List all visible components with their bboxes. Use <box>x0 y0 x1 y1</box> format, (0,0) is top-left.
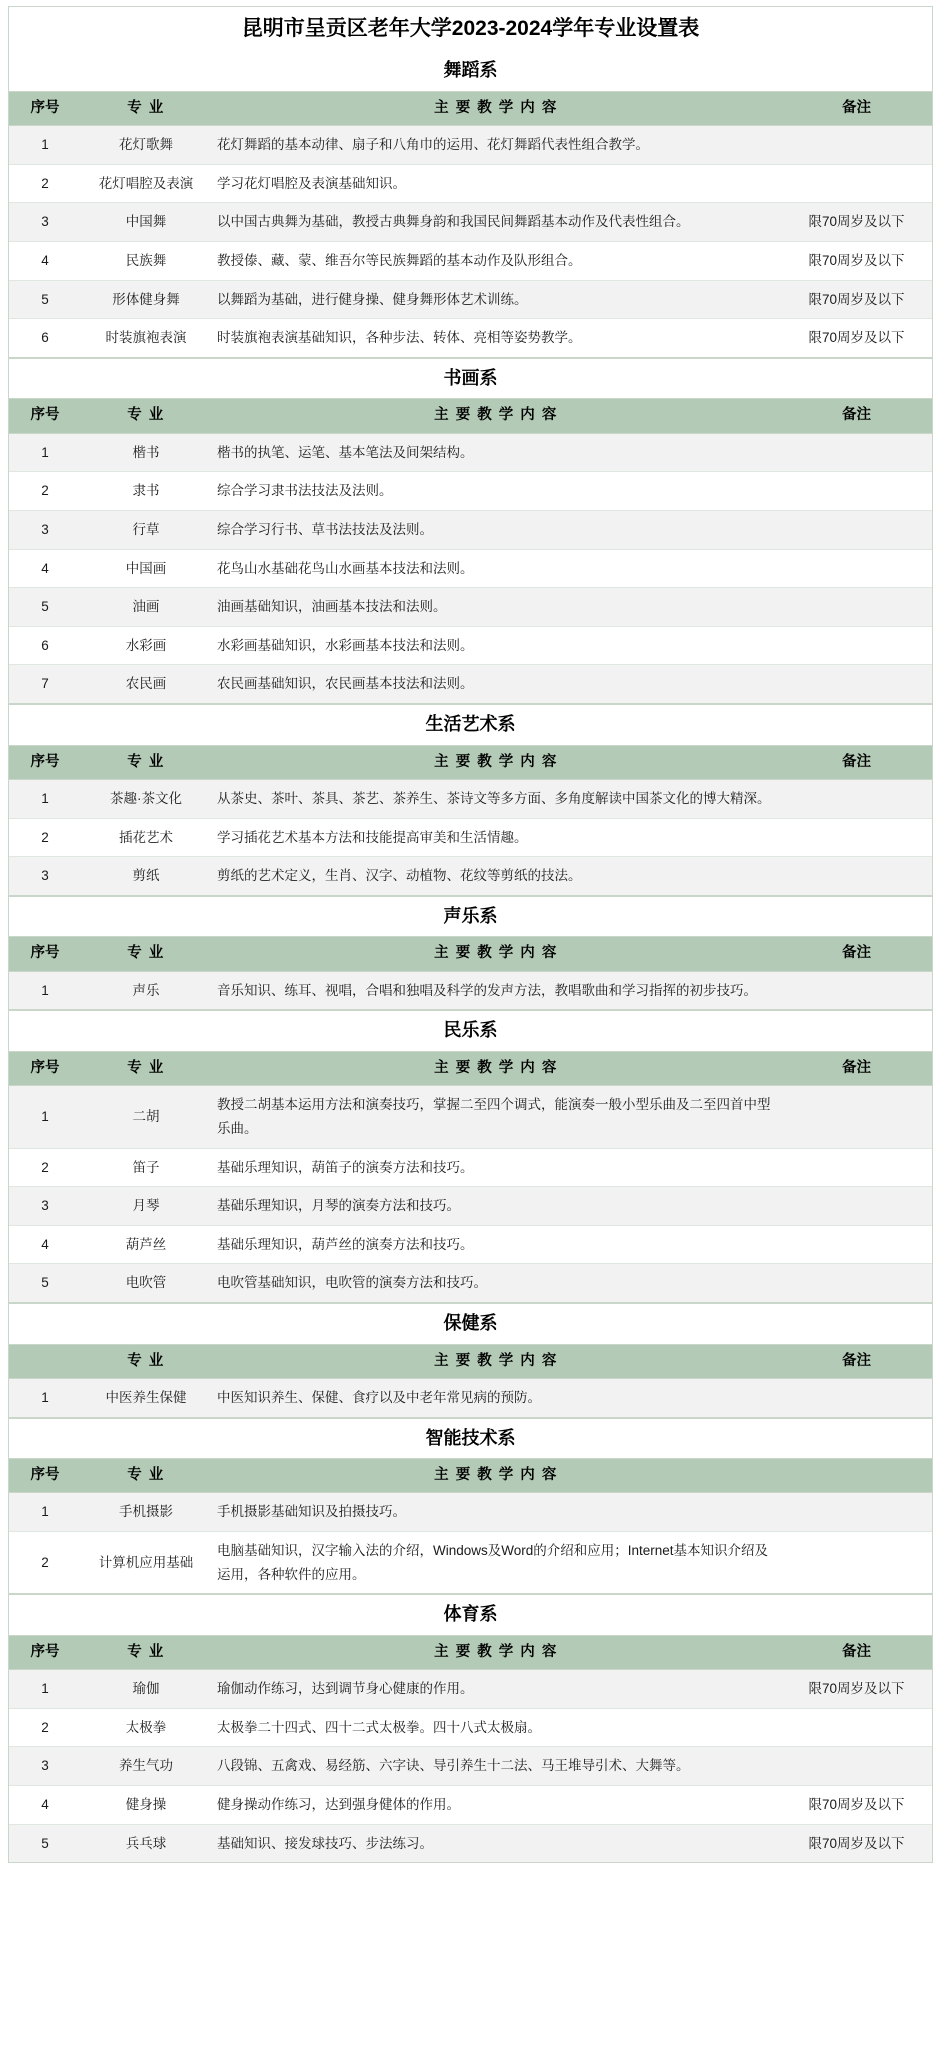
column-header-no: 序号 <box>9 399 81 433</box>
cell-remark <box>781 1086 932 1148</box>
cell-no: 7 <box>9 665 81 704</box>
cell-major: 插花艺术 <box>81 818 211 857</box>
cell-remark: 限70周岁及以下 <box>781 241 932 280</box>
cell-content: 瑜伽动作练习，达到调节身心健康的作用。 <box>211 1670 781 1709</box>
cell-no: 4 <box>9 549 81 588</box>
column-header-remark: 备注 <box>781 92 932 126</box>
column-header-content: 主 要 教 学 内 容 <box>211 1459 781 1493</box>
column-header-remark: 备注 <box>781 399 932 433</box>
cell-remark <box>781 1378 932 1417</box>
cell-no: 5 <box>9 280 81 319</box>
table-row <box>9 1824 932 1863</box>
cell-major: 时装旗袍表演 <box>81 319 211 358</box>
cell-content: 健身操动作练习，达到强身健体的作用。 <box>211 1786 781 1825</box>
table-header-row <box>9 1052 932 1086</box>
cell-remark <box>781 1148 932 1187</box>
cell-no: 5 <box>9 588 81 627</box>
cell-remark: 限70周岁及以下 <box>781 1786 932 1825</box>
department-title: 保健系 <box>9 1303 932 1345</box>
column-header-no: 序号 <box>9 937 81 971</box>
column-header-content: 主 要 教 学 内 容 <box>211 1345 781 1379</box>
cell-content: 综合学习行书、草书法技法及法则。 <box>211 510 781 549</box>
column-header-content: 主 要 教 学 内 容 <box>211 399 781 433</box>
column-header-remark: 备注 <box>781 937 932 971</box>
cell-major: 电吹管 <box>81 1264 211 1303</box>
cell-major: 茶趣·茶文化 <box>81 779 211 818</box>
departments-container <box>9 51 932 1863</box>
cell-remark <box>781 818 932 857</box>
department-table <box>9 1459 932 1594</box>
cell-content: 基础乐理知识，月琴的演奏方法和技巧。 <box>211 1187 781 1226</box>
table-row <box>9 1086 932 1148</box>
cell-no: 4 <box>9 241 81 280</box>
table-header-row <box>9 746 932 780</box>
table-row <box>9 857 932 896</box>
department-title: 舞蹈系 <box>9 51 932 92</box>
department-title: 民乐系 <box>9 1010 932 1052</box>
department-table <box>9 1052 932 1303</box>
cell-remark <box>781 1532 932 1594</box>
cell-no: 6 <box>9 319 81 358</box>
department-table <box>9 92 932 358</box>
cell-major: 月琴 <box>81 1187 211 1226</box>
cell-content: 中医知识养生、保健、食疗以及中老年常见病的预防。 <box>211 1378 781 1417</box>
table-row <box>9 626 932 665</box>
cell-no: 2 <box>9 1708 81 1747</box>
cell-no: 1 <box>9 1378 81 1417</box>
cell-no: 3 <box>9 510 81 549</box>
table-row <box>9 280 932 319</box>
cell-no: 1 <box>9 971 81 1010</box>
column-header-content: 主 要 教 学 内 容 <box>211 1052 781 1086</box>
cell-remark: 限70周岁及以下 <box>781 280 932 319</box>
department-title: 体育系 <box>9 1594 932 1636</box>
column-header-content: 主 要 教 学 内 容 <box>211 1636 781 1670</box>
cell-remark: 限70周岁及以下 <box>781 319 932 358</box>
cell-remark: 限70周岁及以下 <box>781 1670 932 1709</box>
department-table <box>9 1345 932 1418</box>
cell-no: 1 <box>9 433 81 472</box>
cell-major: 中医养生保健 <box>81 1378 211 1417</box>
column-header-no: 序号 <box>9 1636 81 1670</box>
cell-major: 手机摄影 <box>81 1493 211 1532</box>
cell-no: 2 <box>9 164 81 203</box>
column-header-remark: 备注 <box>781 1636 932 1670</box>
cell-content: 水彩画基础知识，水彩画基本技法和法则。 <box>211 626 781 665</box>
column-header-content: 主 要 教 学 内 容 <box>211 92 781 126</box>
cell-no: 2 <box>9 472 81 511</box>
table-row <box>9 1378 932 1417</box>
cell-content: 学习花灯唱腔及表演基础知识。 <box>211 164 781 203</box>
cell-content: 综合学习隶书法技法及法则。 <box>211 472 781 511</box>
cell-content: 教授二胡基本运用方法和演奏技巧，掌握二至四个调式，能演奏一般小型乐曲及二至四首中型乐曲。 <box>211 1086 781 1148</box>
cell-remark <box>781 1747 932 1786</box>
table-row <box>9 1786 932 1825</box>
cell-remark <box>781 971 932 1010</box>
table-header-row <box>9 1345 932 1379</box>
column-header-major: 专 业 <box>81 746 211 780</box>
column-header-major: 专 业 <box>81 1345 211 1379</box>
professional-settings-sheet <box>8 6 933 1863</box>
table-header-row <box>9 92 932 126</box>
cell-content: 以舞蹈为基础，进行健身操、健身舞形体艺术训练。 <box>211 280 781 319</box>
department-title: 声乐系 <box>9 896 932 938</box>
table-row <box>9 818 932 857</box>
table-row <box>9 510 932 549</box>
table-row <box>9 1708 932 1747</box>
table-header-row <box>9 1636 932 1670</box>
department-title: 生活艺术系 <box>9 704 932 746</box>
cell-remark: 限70周岁及以下 <box>781 203 932 242</box>
cell-content: 楷书的执笔、运笔、基本笔法及间架结构。 <box>211 433 781 472</box>
cell-no: 4 <box>9 1225 81 1264</box>
cell-major: 花灯唱腔及表演 <box>81 164 211 203</box>
cell-no: 6 <box>9 626 81 665</box>
cell-remark <box>781 1708 932 1747</box>
cell-content: 油画基础知识，油画基本技法和法则。 <box>211 588 781 627</box>
cell-content: 从茶史、茶叶、茶具、茶艺、茶养生、茶诗文等多方面、多角度解读中国茶文化的博大精深。 <box>211 779 781 818</box>
cell-major: 农民画 <box>81 665 211 704</box>
cell-major: 剪纸 <box>81 857 211 896</box>
cell-no: 2 <box>9 1148 81 1187</box>
table-row <box>9 1493 932 1532</box>
cell-major: 形体健身舞 <box>81 280 211 319</box>
cell-content: 花灯舞蹈的基本动律、扇子和八角巾的运用、花灯舞蹈代表性组合教学。 <box>211 126 781 165</box>
cell-content: 以中国古典舞为基础，教授古典舞身韵和我国民间舞蹈基本动作及代表性组合。 <box>211 203 781 242</box>
cell-major: 瑜伽 <box>81 1670 211 1709</box>
cell-major: 中国舞 <box>81 203 211 242</box>
table-row <box>9 588 932 627</box>
cell-content: 教授傣、藏、蒙、维吾尔等民族舞蹈的基本动作及队形组合。 <box>211 241 781 280</box>
cell-content: 农民画基础知识，农民画基本技法和法则。 <box>211 665 781 704</box>
cell-content: 太极拳二十四式、四十二式太极拳。四十八式太极扇。 <box>211 1708 781 1747</box>
cell-no: 4 <box>9 1786 81 1825</box>
cell-content: 音乐知识、练耳、视唱，合唱和独唱及科学的发声方法，教唱歌曲和学习指挥的初步技巧。 <box>211 971 781 1010</box>
cell-no: 1 <box>9 126 81 165</box>
column-header-remark: 备注 <box>781 1052 932 1086</box>
cell-content: 花鸟山水基础花鸟山水画基本技法和法则。 <box>211 549 781 588</box>
cell-content: 手机摄影基础知识及拍摄技巧。 <box>211 1493 781 1532</box>
cell-remark <box>781 433 932 472</box>
cell-remark: 限70周岁及以下 <box>781 1824 932 1863</box>
department-table <box>9 937 932 1010</box>
column-header-content: 主 要 教 学 内 容 <box>211 937 781 971</box>
cell-content: 电脑基础知识，汉字输入法的介绍，Windows及Word的介绍和应用；Internet基本知识介绍及运用，各种软件的应用。 <box>211 1532 781 1594</box>
cell-major: 太极拳 <box>81 1708 211 1747</box>
department-title: 智能技术系 <box>9 1418 932 1460</box>
table-row <box>9 1148 932 1187</box>
cell-major: 楷书 <box>81 433 211 472</box>
cell-remark <box>781 665 932 704</box>
column-header-remark: 备注 <box>781 746 932 780</box>
table-row <box>9 319 932 358</box>
table-row <box>9 1670 932 1709</box>
cell-no: 3 <box>9 857 81 896</box>
column-header-major: 专 业 <box>81 1459 211 1493</box>
table-row <box>9 779 932 818</box>
column-header-blank <box>781 1459 932 1493</box>
column-header-remark: 备注 <box>781 1345 932 1379</box>
cell-no: 5 <box>9 1824 81 1863</box>
department-table <box>9 746 932 896</box>
table-header-row <box>9 937 932 971</box>
cell-no: 1 <box>9 1086 81 1148</box>
cell-major: 花灯歌舞 <box>81 126 211 165</box>
cell-content: 基础乐理知识，葫笛子的演奏方法和技巧。 <box>211 1148 781 1187</box>
cell-content: 学习插花艺术基本方法和技能提高审美和生活情趣。 <box>211 818 781 857</box>
table-row <box>9 164 932 203</box>
column-header-no: 序号 <box>9 1459 81 1493</box>
table-row <box>9 971 932 1010</box>
cell-remark <box>781 472 932 511</box>
cell-major: 葫芦丝 <box>81 1225 211 1264</box>
table-row <box>9 126 932 165</box>
table-header-row <box>9 1459 932 1493</box>
cell-major: 声乐 <box>81 971 211 1010</box>
table-row <box>9 1225 932 1264</box>
table-row <box>9 1747 932 1786</box>
cell-remark <box>781 1225 932 1264</box>
column-header-major: 专 业 <box>81 937 211 971</box>
table-row <box>9 241 932 280</box>
cell-major: 民族舞 <box>81 241 211 280</box>
department-table <box>9 399 932 704</box>
cell-no: 3 <box>9 1187 81 1226</box>
cell-remark <box>781 779 932 818</box>
cell-content: 电吹管基础知识，电吹管的演奏方法和技巧。 <box>211 1264 781 1303</box>
cell-major: 中国画 <box>81 549 211 588</box>
column-header-no: 序号 <box>9 746 81 780</box>
cell-no: 3 <box>9 203 81 242</box>
cell-remark <box>781 626 932 665</box>
cell-no: 2 <box>9 1532 81 1594</box>
table-row <box>9 433 932 472</box>
cell-content: 剪纸的艺术定义，生肖、汉字、动植物、花纹等剪纸的技法。 <box>211 857 781 896</box>
cell-no: 2 <box>9 818 81 857</box>
cell-remark <box>781 1493 932 1532</box>
column-header-no: 序号 <box>9 92 81 126</box>
column-header-major: 专 业 <box>81 92 211 126</box>
cell-major: 兵乓球 <box>81 1824 211 1863</box>
cell-remark <box>781 857 932 896</box>
table-row <box>9 1532 932 1594</box>
cell-no: 3 <box>9 1747 81 1786</box>
table-row <box>9 549 932 588</box>
column-header-content: 主 要 教 学 内 容 <box>211 746 781 780</box>
column-header-major: 专 业 <box>81 1052 211 1086</box>
cell-major: 二胡 <box>81 1086 211 1148</box>
cell-remark <box>781 126 932 165</box>
cell-major: 油画 <box>81 588 211 627</box>
table-header-row <box>9 399 932 433</box>
column-header-major: 专 业 <box>81 1636 211 1670</box>
table-row <box>9 665 932 704</box>
table-row <box>9 472 932 511</box>
cell-remark <box>781 510 932 549</box>
cell-remark <box>781 164 932 203</box>
column-header-major: 专 业 <box>81 399 211 433</box>
cell-remark <box>781 1187 932 1226</box>
cell-content: 时装旗袍表演基础知识，各种步法、转体、亮相等姿势教学。 <box>211 319 781 358</box>
cell-major: 计算机应用基础 <box>81 1532 211 1594</box>
cell-no: 5 <box>9 1264 81 1303</box>
table-row <box>9 1187 932 1226</box>
cell-content: 基础知识、接发球技巧、步法练习。 <box>211 1824 781 1863</box>
table-row <box>9 203 932 242</box>
column-header-no: 序号 <box>9 1052 81 1086</box>
department-title: 书画系 <box>9 358 932 400</box>
department-table <box>9 1636 932 1864</box>
cell-major: 隶书 <box>81 472 211 511</box>
cell-remark <box>781 1264 932 1303</box>
cell-no: 1 <box>9 779 81 818</box>
cell-major: 水彩画 <box>81 626 211 665</box>
cell-content: 基础乐理知识，葫芦丝的演奏方法和技巧。 <box>211 1225 781 1264</box>
cell-major: 笛子 <box>81 1148 211 1187</box>
cell-remark <box>781 588 932 627</box>
table-row <box>9 1264 932 1303</box>
cell-major: 行草 <box>81 510 211 549</box>
cell-no: 1 <box>9 1493 81 1532</box>
cell-major: 养生气功 <box>81 1747 211 1786</box>
cell-content: 八段锦、五禽戏、易经筋、六字诀、导引养生十二法、马王堆导引术、大舞等。 <box>211 1747 781 1786</box>
page-title: 昆明市呈贡区老年大学2023-2024学年专业设置表 <box>9 7 932 51</box>
cell-remark <box>781 549 932 588</box>
cell-major: 健身操 <box>81 1786 211 1825</box>
column-header-blank <box>9 1345 81 1379</box>
cell-no: 1 <box>9 1670 81 1709</box>
